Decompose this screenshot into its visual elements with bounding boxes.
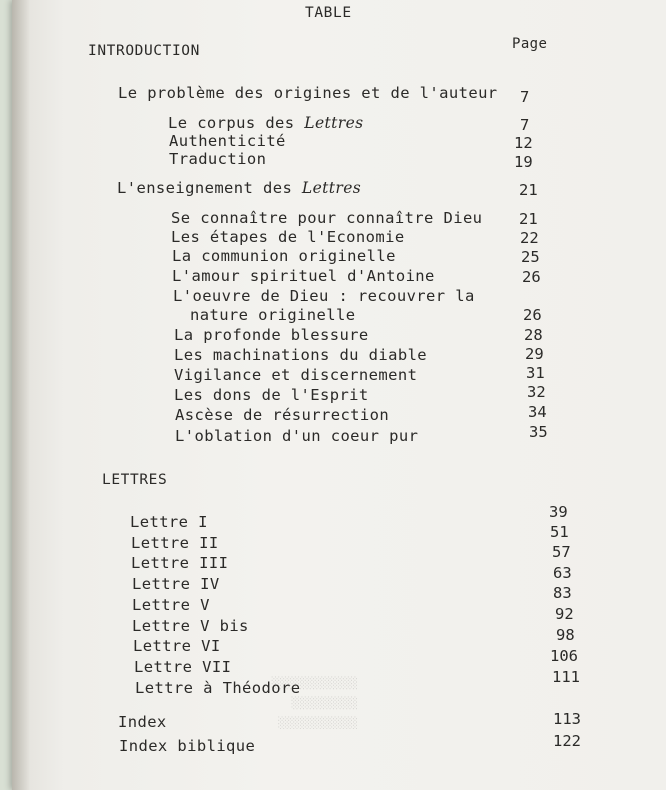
toc-entry[interactable]: Ascèse de résurrection bbox=[175, 406, 390, 424]
toc-page-number: 21 bbox=[519, 181, 538, 199]
index-entry[interactable]: Index biblique bbox=[119, 737, 256, 755]
letter-entry[interactable]: Lettre VI bbox=[133, 637, 221, 655]
toc-entry[interactable]: L'oeuvre de Dieu : recouvrer la bbox=[173, 287, 475, 305]
toc-entry[interactable]: Le problème des origines et de l'auteur bbox=[118, 84, 498, 102]
letter-entry[interactable]: Lettre I bbox=[130, 513, 208, 531]
index-entry[interactable]: Index bbox=[118, 713, 167, 731]
letter-page-number: 98 bbox=[556, 626, 575, 644]
toc-page-number: 7 bbox=[520, 88, 530, 106]
toc-entry[interactable]: Se connaître pour connaître Dieu bbox=[171, 209, 483, 227]
introduction-heading: INTRODUCTION bbox=[88, 43, 200, 59]
toc-page-number: 29 bbox=[525, 345, 544, 363]
letter-page-number: 106 bbox=[550, 647, 578, 665]
toc-page-number: 25 bbox=[521, 248, 540, 266]
letter-entry[interactable]: Lettre VII bbox=[134, 658, 232, 676]
toc-page-number: 28 bbox=[524, 326, 543, 344]
toc-entry[interactable]: L'amour spirituel d'Antoine bbox=[172, 267, 435, 285]
toc-entry[interactable]: La communion originelle bbox=[172, 247, 396, 265]
toc-entry[interactable]: L'enseignement des Lettres bbox=[117, 179, 362, 197]
toc-entry[interactable]: Les dons de l'Esprit bbox=[174, 386, 369, 404]
letter-entry[interactable]: Lettre à Théodore bbox=[135, 679, 301, 697]
book-spine bbox=[12, 0, 30, 790]
toc-entry[interactable]: Traduction bbox=[169, 150, 267, 168]
toc-page-number: 26 bbox=[523, 306, 542, 324]
index-page-number: 122 bbox=[553, 732, 581, 750]
toc-entry[interactable]: Les étapes de l'Economie bbox=[171, 228, 405, 246]
toc-entry[interactable]: Vigilance et discernement bbox=[174, 366, 418, 384]
lettres-heading: LETTRES bbox=[102, 472, 168, 488]
letter-page-number: 63 bbox=[553, 564, 572, 582]
toc-page-number: 34 bbox=[528, 403, 547, 421]
letter-entry[interactable]: Lettre V bis bbox=[132, 617, 249, 635]
book-page bbox=[12, 0, 666, 790]
letter-entry[interactable]: Lettre II bbox=[131, 534, 219, 552]
toc-entry-continuation: nature originelle bbox=[190, 306, 356, 324]
letter-entry[interactable]: Lettre III bbox=[131, 554, 229, 572]
letter-entry[interactable]: Lettre V bbox=[132, 596, 210, 614]
letter-page-number: 51 bbox=[550, 523, 569, 541]
toc-entry[interactable]: L'oblation d'un coeur pur bbox=[175, 427, 419, 445]
toc-entry[interactable]: Authenticité bbox=[169, 132, 286, 150]
toc-page-number: 26 bbox=[522, 268, 541, 286]
letter-page-number: 39 bbox=[549, 503, 568, 521]
toc-entry[interactable]: La profonde blessure bbox=[174, 326, 369, 344]
letter-page-number: 111 bbox=[552, 668, 580, 686]
letter-entry[interactable]: Lettre IV bbox=[132, 575, 220, 593]
toc-page-number: 31 bbox=[526, 364, 545, 382]
toc-entry[interactable]: Les machinations du diable bbox=[174, 346, 428, 364]
letter-page-number: 92 bbox=[555, 605, 574, 623]
toc-page-number: 12 bbox=[514, 134, 533, 152]
toc-page-number: 21 bbox=[519, 210, 538, 228]
letter-page-number: 57 bbox=[552, 543, 571, 561]
letter-page-number: 83 bbox=[553, 584, 572, 602]
page-column-header: Page bbox=[512, 36, 548, 52]
index-page-number: 113 bbox=[553, 710, 581, 728]
toc-page-number: 35 bbox=[529, 423, 548, 441]
toc-page-number: 32 bbox=[527, 383, 546, 401]
toc-entry[interactable]: Le corpus des Lettres bbox=[168, 114, 364, 132]
toc-title: TABLE bbox=[305, 5, 352, 21]
bleed-through-text: ░░░░░░░░░░░░ ░░░░░░░░░░ ░░░░░░░░░░░░░ bbox=[270, 676, 357, 729]
toc-page-number: 7 bbox=[520, 116, 530, 134]
toc-page-number: 22 bbox=[520, 229, 539, 247]
toc-page-number: 19 bbox=[514, 153, 533, 171]
